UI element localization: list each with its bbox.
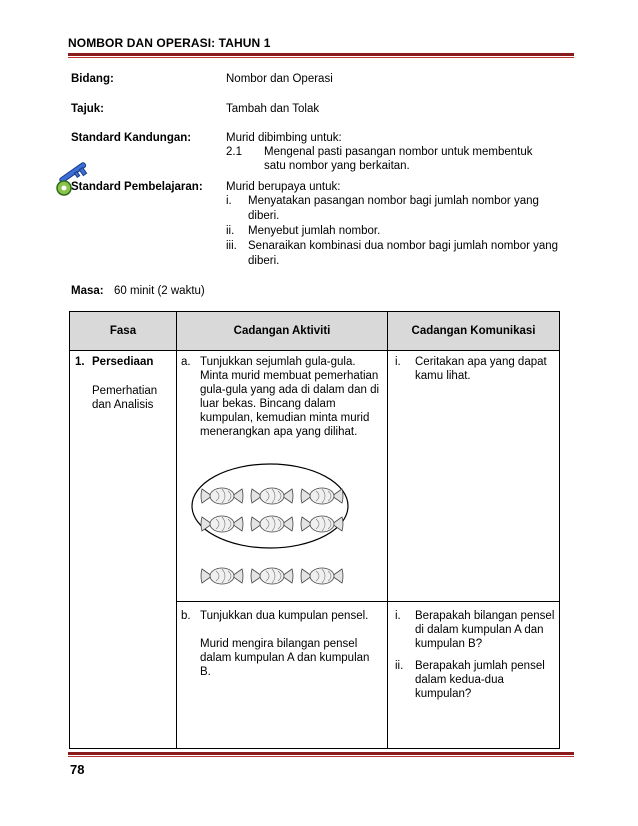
komunikasi-a-marker: i. <box>395 356 401 368</box>
table-header-row <box>70 312 560 351</box>
header-fasa: Fasa <box>70 312 177 351</box>
standard-kandungan-label: Standard Kandungan: <box>71 132 192 144</box>
fasa-number: 1. <box>75 356 85 368</box>
page-header-title: NOMBOR DAN OPERASI: TAHUN 1 <box>68 36 271 50</box>
table-row <box>70 351 560 602</box>
komunikasi-b-marker: i. <box>395 610 401 622</box>
masa-value: 60 minit (2 waktu) <box>114 285 205 297</box>
candy-icon <box>251 568 293 584</box>
komunikasi-b-line: Berapakah bilangan pensel <box>415 610 555 622</box>
activity-a-line: menerangkan apa yang dilihat. <box>200 426 358 438</box>
candy-icon <box>301 488 343 504</box>
candy-icon <box>301 516 343 532</box>
sp-item-line: diberi. <box>248 210 280 222</box>
candy-icon <box>201 568 243 584</box>
activity-b-marker: b. <box>181 610 191 622</box>
fasa-title: Persediaan <box>92 356 154 368</box>
komunikasi-b-line: kumpulan B? <box>415 638 483 650</box>
candy-icon <box>251 516 293 532</box>
sp-item-line: diberi. <box>248 255 280 267</box>
candy-icon <box>251 488 293 504</box>
komunikasi-b-line: kumpulan? <box>415 688 472 700</box>
footer-rule-thin <box>68 756 574 757</box>
standard-kandungan-number: 2.1 <box>226 146 242 158</box>
sp-item-marker: ii. <box>226 225 235 237</box>
fasa-subtitle: Pemerhatian <box>92 385 158 397</box>
bidang-value: Nombor dan Operasi <box>226 73 333 85</box>
standard-pembelajaran-intro: Murid berupaya untuk: <box>226 181 341 193</box>
komunikasi-b-cell <box>388 602 560 749</box>
header-cadangan-aktiviti: Cadangan Aktiviti <box>177 312 388 351</box>
komunikasi-b-line: dalam kedua-dua <box>415 674 504 686</box>
sp-item-marker: iii. <box>226 240 237 252</box>
activity-a-line: Tunjukkan sejumlah gula-gula. <box>200 356 356 368</box>
komunikasi-a-line: Ceritakan apa yang dapat <box>415 356 547 368</box>
komunikasi-a-cell <box>388 351 560 602</box>
page-number: 78 <box>70 762 85 777</box>
activity-b-cell <box>177 602 388 749</box>
komunikasi-b-marker: ii. <box>395 660 404 672</box>
candy-icon <box>201 516 243 532</box>
activity-a-line: luar bekas. Bincang dalam <box>200 398 336 410</box>
activity-b-line: B. <box>200 666 211 678</box>
bidang-label: Bidang: <box>71 73 114 85</box>
tajuk-value: Tambah dan Tolak <box>226 103 320 115</box>
footer-rule <box>68 752 574 755</box>
standard-kandungan-line1: Mengenal pasti pasangan nombor untuk membentuk <box>264 146 533 158</box>
standard-pembelajaran-label: Standard Pembelajaran: <box>71 181 203 193</box>
header-cadangan-komunikasi: Cadangan Komunikasi <box>388 312 560 351</box>
activity-table <box>69 311 560 749</box>
sp-item-marker: i. <box>226 195 232 207</box>
activity-a-line: gula-gula yang ada di dalam dan di <box>200 384 380 396</box>
activity-b-line: Murid mengira bilangan pensel <box>200 638 358 650</box>
activity-a-line: Minta murid membuat pemerhatian <box>200 370 379 382</box>
activity-a-cell <box>177 351 388 602</box>
tajuk-label: Tajuk: <box>71 103 105 115</box>
komunikasi-b-line: di dalam kumpulan A dan <box>415 624 544 636</box>
activity-a-line: kumpulan, kemudian minta murid <box>200 412 370 424</box>
header-rule <box>68 53 574 56</box>
sp-item-line: Menyebut jumlah nombor. <box>248 225 381 237</box>
masa-label: Masa: <box>71 285 104 297</box>
candy-illustration <box>185 461 385 586</box>
container-circle <box>192 464 348 548</box>
standard-kandungan-intro: Murid dibimbing untuk: <box>226 132 342 144</box>
activity-b-line: Tunjukkan dua kumpulan pensel. <box>200 610 369 622</box>
fasa-subtitle: dan Analisis <box>92 399 154 411</box>
candy-icon <box>301 568 343 584</box>
sp-item-line: Senaraikan kombinasi dua nombor bagi jumlah nombor yang <box>248 240 559 252</box>
komunikasi-a-line: kamu lihat. <box>415 370 471 382</box>
standard-kandungan-line2: satu nombor yang berkaitan. <box>264 160 410 172</box>
activity-a-marker: a. <box>181 356 191 368</box>
sp-item-line: Menyatakan pasangan nombor bagi jumlah nombor yang <box>248 195 539 207</box>
komunikasi-b-line: Berapakah jumlah pensel <box>415 660 545 672</box>
candy-icon <box>201 488 243 504</box>
activity-b-line: dalam kumpulan A dan kumpulan <box>200 652 370 664</box>
fasa-cell <box>70 351 177 749</box>
header-rule-thin <box>68 57 574 58</box>
